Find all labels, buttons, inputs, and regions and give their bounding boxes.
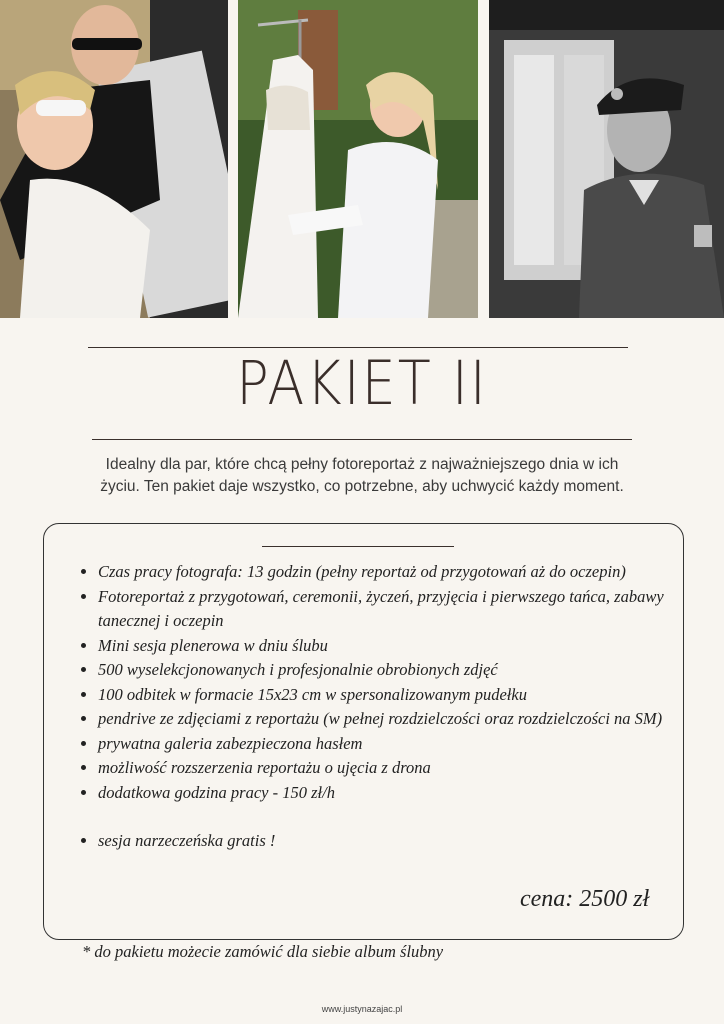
- list-item: • dodatkowa godzina pracy - 150 zł/h: [98, 781, 688, 806]
- box-divider: [262, 546, 454, 547]
- album-note: * do pakietu możecie zamówić dla siebie album ślubny: [82, 942, 444, 961]
- list-item: • Mini sesja plenerowa w dniu ślubu: [98, 634, 688, 659]
- divider-bottom: [92, 439, 632, 440]
- intro-text: [60, 454, 664, 498]
- website-link[interactable]: www.justynazajac.pl: [321, 1004, 403, 1014]
- list-item: • Fotoreportaż z przygotowań, ceremonii, życzeń, przyjęcia i pierwszego tańca, zabawy tanecznej i oczepin: [98, 585, 688, 634]
- intro-line-2: życiu. Ten pakiet daje wszystko, co potrzebne, aby uchwycić każdy moment.: [100, 478, 624, 495]
- bride-dress-photo: [238, 0, 478, 318]
- intro-line-1: Idealny dla par, które chcą pełny fotoreportaż z najważniejszego dnia w ich: [105, 456, 619, 473]
- couple-photo: [0, 0, 228, 318]
- list-item: • możliwość rozszerzenia reportażu o ujęcia z drona: [98, 756, 688, 781]
- list-item: • prywatna galeria zabezpieczona hasłem: [98, 732, 688, 757]
- list-item: • pendrive ze zdjęciami z reportażu (w pełnej rozdzielczości oraz rozdzielczości na SM): [98, 707, 688, 732]
- page-title: PAKIET II: [236, 348, 488, 419]
- list-item: • sesja narzeczeńska gratis !: [98, 829, 688, 854]
- price-label: cena: 2500 zł: [520, 886, 650, 912]
- feature-list: [80, 560, 688, 854]
- groom-uniform-photo: [489, 0, 724, 318]
- list-item: • 500 wyselekcjonowanych i profesjonalnie obrobionych zdjęć: [98, 658, 688, 683]
- list-item: • Czas pracy fotografa: 13 godzin (pełny reportaż od przygotowań aż do oczepin): [98, 560, 688, 585]
- list-item: • 100 odbitek w formacie 15x23 cm w spersonalizowanym pudełku: [98, 683, 688, 708]
